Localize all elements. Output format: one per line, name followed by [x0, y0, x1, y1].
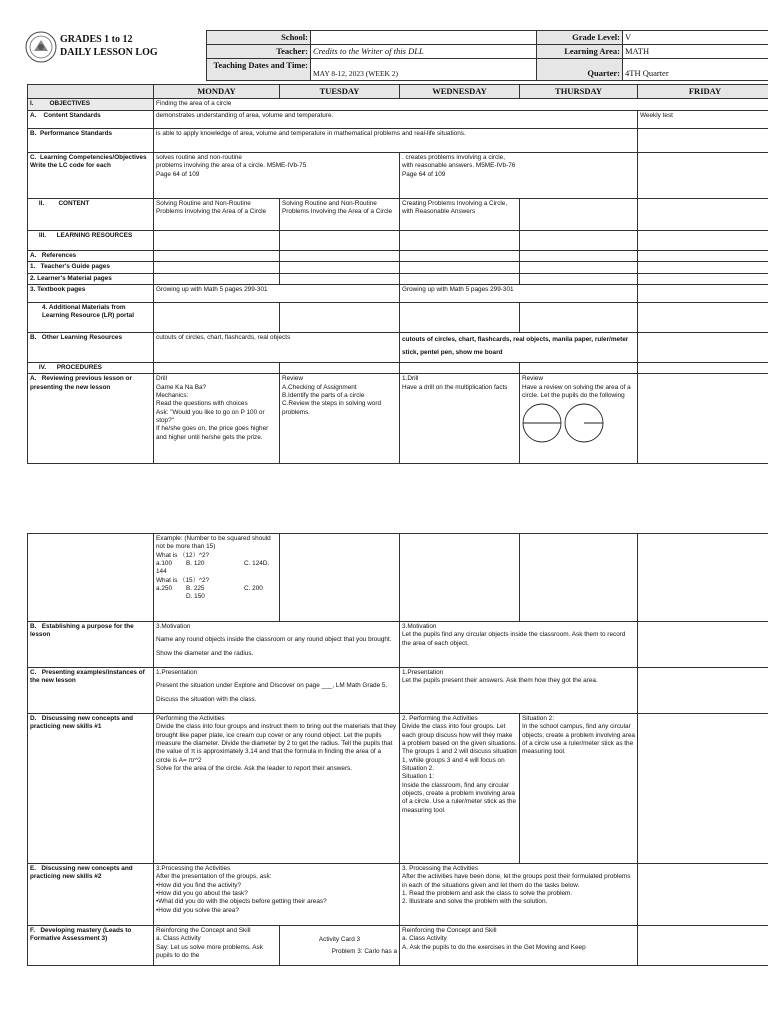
competencies-label: C. Learning Competencies/Objectives Write the LC code for each — [28, 153, 154, 199]
quarter-label: Quarter: — [537, 59, 623, 81]
dates-label: Teaching Dates and Time: — [207, 59, 311, 81]
objectives-label: I. OBJECTIVES — [28, 99, 154, 111]
mastery-wednesday: Reinforcing the Concept and Skill a. Class Activity A. Ask the pupils to do the exercises in the Get Moving and Keep — [400, 926, 638, 966]
other-resources-label: B. Other Learning Resources — [28, 333, 154, 363]
competencies-wednesday: . creates problems involving a circle, with reasonable answers. M5ME-IVb-76 Page 64 of 109 — [400, 153, 638, 199]
discussing-1-wednesday: 2. Performing the Activities Divide the class into four groups. Let each group discuss how will they make a problem based on the given situations. The groups 1 and 2 will discuss situation 1, while groups 3 and 4 will focus on Situation 2. Situation 1: Inside the classroom, find any circular objects, create a problem involving area of a circle. Use a ruler/meter stick as the measuring tool. — [400, 714, 520, 864]
title-line-2: DAILY LESSON LOG — [60, 47, 158, 58]
purpose-row — [28, 622, 768, 668]
review-wednesday: 1.Drill Have a drill on the multiplication facts — [400, 374, 520, 464]
quarter-value: 4TH Quarter — [623, 59, 768, 81]
day-header-monday: MONDAY — [154, 85, 280, 99]
tg-pages-label: 1. Teacher's Guide pages — [28, 262, 154, 273]
area-label: Learning Area: — [537, 45, 623, 59]
performance-standards-friday — [638, 129, 768, 153]
competencies-row — [28, 153, 768, 199]
lesson-table-page-1 — [27, 84, 768, 464]
circles-drawing — [522, 401, 634, 445]
purpose-monday: 3.Motivation Name any round objects inside the classroom or any round object that you brought. Show the diameter and the radius. — [154, 622, 400, 668]
review-thursday — [520, 374, 638, 464]
content-row — [28, 199, 768, 231]
mastery-monday: Reinforcing the Concept and Skill a. Class Activity Say: Let us solve more problems. Ask pupils to do the — [154, 926, 280, 966]
title-line-1: GRADES 1 to 12 — [60, 34, 133, 45]
day-header-tuesday: TUESDAY — [280, 85, 400, 99]
content-wednesday: Creating Problems Involving a Circle, with Reasonable Answers — [400, 199, 520, 231]
content-monday: Solving Routine and Non-Routine Problems Involving the Area of a Circle — [154, 199, 280, 231]
example-row — [28, 534, 768, 622]
discussing-1-label: D. Discussing new concepts and practicing new skills #1 — [28, 714, 154, 864]
lm-pages-row — [28, 273, 768, 284]
presenting-wednesday: 1.Presentation Let the pupils present their answers. Ask them how they got the area. — [400, 668, 638, 714]
additional-materials-label: 4. Additional Materials from Learning Resource (LR) portal — [28, 303, 154, 333]
content-standards-row — [28, 111, 768, 129]
content-thursday — [520, 199, 638, 231]
dates-value: MAY 8-12, 2023 (WEEK 2) — [311, 59, 537, 81]
example-q2: What is （15）^2? — [156, 576, 210, 584]
mastery-label: F. Developing mastery (Leads to Formative Assessment 3) — [28, 926, 154, 966]
friday-weekly-test: Weekly test — [638, 111, 768, 129]
grade-label: Grade Level: — [537, 31, 623, 45]
grade-value: V — [623, 31, 768, 45]
competencies-monday: solves routine and non-routine problems involving the area of a circle. M5ME-IVb-75 Page 64 of 109 — [154, 153, 400, 199]
day-header-thursday: THURSDAY — [520, 85, 638, 99]
lm-pages-label: 2. Learner's Material pages — [28, 273, 154, 284]
purpose-wednesday: 3.Motivation Let the pupils find any circular objects inside the classroom. Ask them to record the area of each object. — [400, 622, 638, 668]
document-title — [60, 33, 158, 59]
school-value — [311, 31, 537, 45]
presenting-label: C. Presenting examples/instances of the new lesson — [28, 668, 154, 714]
day-header-blank — [28, 85, 154, 99]
content-label: II. CONTENT — [28, 199, 154, 231]
example-monday: Example: (Number to be squared should not be more than 15) What is （12）^2? a.100 B. 120 C. 124D. 144 What is （15）^2? a.250 B. 225 C. 200 D. 150 — [154, 534, 280, 622]
area-value: MATH — [623, 45, 768, 59]
performance-standards-row — [28, 129, 768, 153]
resources-label: III. LEARNING RESOURCES — [28, 231, 154, 251]
day-header-wednesday: WEDNESDAY — [400, 85, 520, 99]
review-tuesday: Review A.Checking of Assignment B.Identify the parts of a circle C.Review the steps in solving word problems. — [280, 374, 400, 464]
presenting-monday: 1.Presentation Present the situation under Explore and Discover on page ___, LM Math Grade 5. Discuss the situation with the class. — [154, 668, 400, 714]
textbook-row — [28, 285, 768, 303]
other-resources-monday: cutouts of circles, chart, flashcards, real objects — [154, 333, 400, 363]
teacher-value: Credits to the Writer of this DLL — [311, 45, 537, 59]
objectives-text: Finding the area of a circle — [154, 99, 768, 111]
textbook-monday: Growing up with Math 5 pages 299-301 — [154, 285, 400, 303]
presenting-row — [28, 668, 768, 714]
discussing-2-monday: 3.Processing the Activities After the presentation of the groups, ask: •How did you find the activity? •How did you go about the task? •What did you do with the objects before getting their areas? •How did you solve the area? — [154, 864, 400, 926]
purpose-label: B. Establishing a purpose for the lesson — [28, 622, 154, 668]
additional-materials-row — [28, 303, 768, 333]
mastery-row — [28, 926, 768, 966]
textbook-wednesday: Growing up with Math 5 pages 299-301 — [400, 285, 638, 303]
day-header-friday: FRIDAY — [638, 85, 768, 99]
header-table — [206, 30, 768, 81]
procedures-row — [28, 363, 768, 374]
lesson-table-page-2 — [27, 533, 768, 966]
discussing-1-row — [28, 714, 768, 864]
review-label: A. Reviewing previous lesson or presenting the new lesson — [28, 374, 154, 464]
other-resources-wednesday: cutouts of circles, chart, flashcards, real objects, manila paper, ruler/meter stick, pentel pen, show me board — [400, 333, 638, 363]
tg-pages-row — [28, 262, 768, 273]
review-row — [28, 374, 768, 464]
resources-row — [28, 231, 768, 251]
content-standards-label: A. Content Standards — [28, 111, 154, 129]
objectives-row — [28, 99, 768, 111]
discussing-1-monday: Performing the Activities Divide the class into four groups and instruct them to bring out the materials that they brought like paper plate, ice cream cup cover or any round object. Let the pupils measure the diameter. Divide the diameter by 2 to get the radius. Tell the pupils that the value of π is approximately 3.14 and that the formula in finding the area of a circle is A= πr^2 Solve for the area of the circle. Ask the leader to report their answers. — [154, 714, 400, 864]
content-standards-text: demonstrates understanding of area, volume and temperature. — [154, 111, 638, 129]
references-label: A. References — [28, 251, 154, 262]
deped-seal-logo — [25, 31, 57, 63]
discussing-2-wednesday: 3. Processing the Activities After the activities have been done, let the groups post their formulated problems in each of the situations given and let them do the tasks below. 1. Read the problem and ask the class to solve the problem. 2. Illustrate and solve the problem with the solution. — [400, 864, 638, 926]
references-row — [28, 251, 768, 262]
discussing-2-label: E. Discussing new concepts and practicing new skills #2 — [28, 864, 154, 926]
mastery-tuesday: Activity Card 3 Problem 3: Carlo has a — [280, 926, 400, 966]
discussing-1-thursday: Situation 2: In the school campus, find any circular objects, create a problem involving area of a circle use a ruler/meter stick as the measuring tool. — [520, 714, 638, 864]
content-tuesday: Solving Routine and Non-Routine Problems Involving the Area of a Circle — [280, 199, 400, 231]
procedures-label: IV. PROCEDURES — [28, 363, 154, 374]
example-q1: What is （12）^2? — [156, 551, 210, 559]
performance-standards-label: B. Performance Standards — [28, 129, 154, 153]
review-thursday-text: Review Have a review on solving the area of a circle. Let the pupils do the following — [522, 375, 631, 400]
review-monday: Drill Game Ka Na Ba? Mechanics: Read the questions with choices Ask: "Would you like to go on P 100 or stop?" If he/she goes on, the price goes higher and higher until he/she gets the prize. — [154, 374, 280, 464]
example-intro: Example: (Number to be squared should not be more than 15) — [156, 535, 271, 551]
discussing-2-row — [28, 864, 768, 926]
textbook-label: 3. Textbook pages — [28, 285, 154, 303]
example-q2-choices: a.250 B. 225 C. 200 — [156, 584, 263, 592]
school-label: School: — [207, 31, 311, 45]
content-friday — [638, 199, 768, 231]
performance-standards-text: is able to apply knowledge of area, volume and temperature in mathematical problems and real-life situations. — [154, 129, 638, 153]
competencies-friday — [638, 153, 768, 199]
teacher-label: Teacher: — [207, 45, 311, 59]
example-q1-choices: a.100 B. 120 C. 124D. — [156, 559, 270, 567]
other-resources-row — [28, 333, 768, 363]
